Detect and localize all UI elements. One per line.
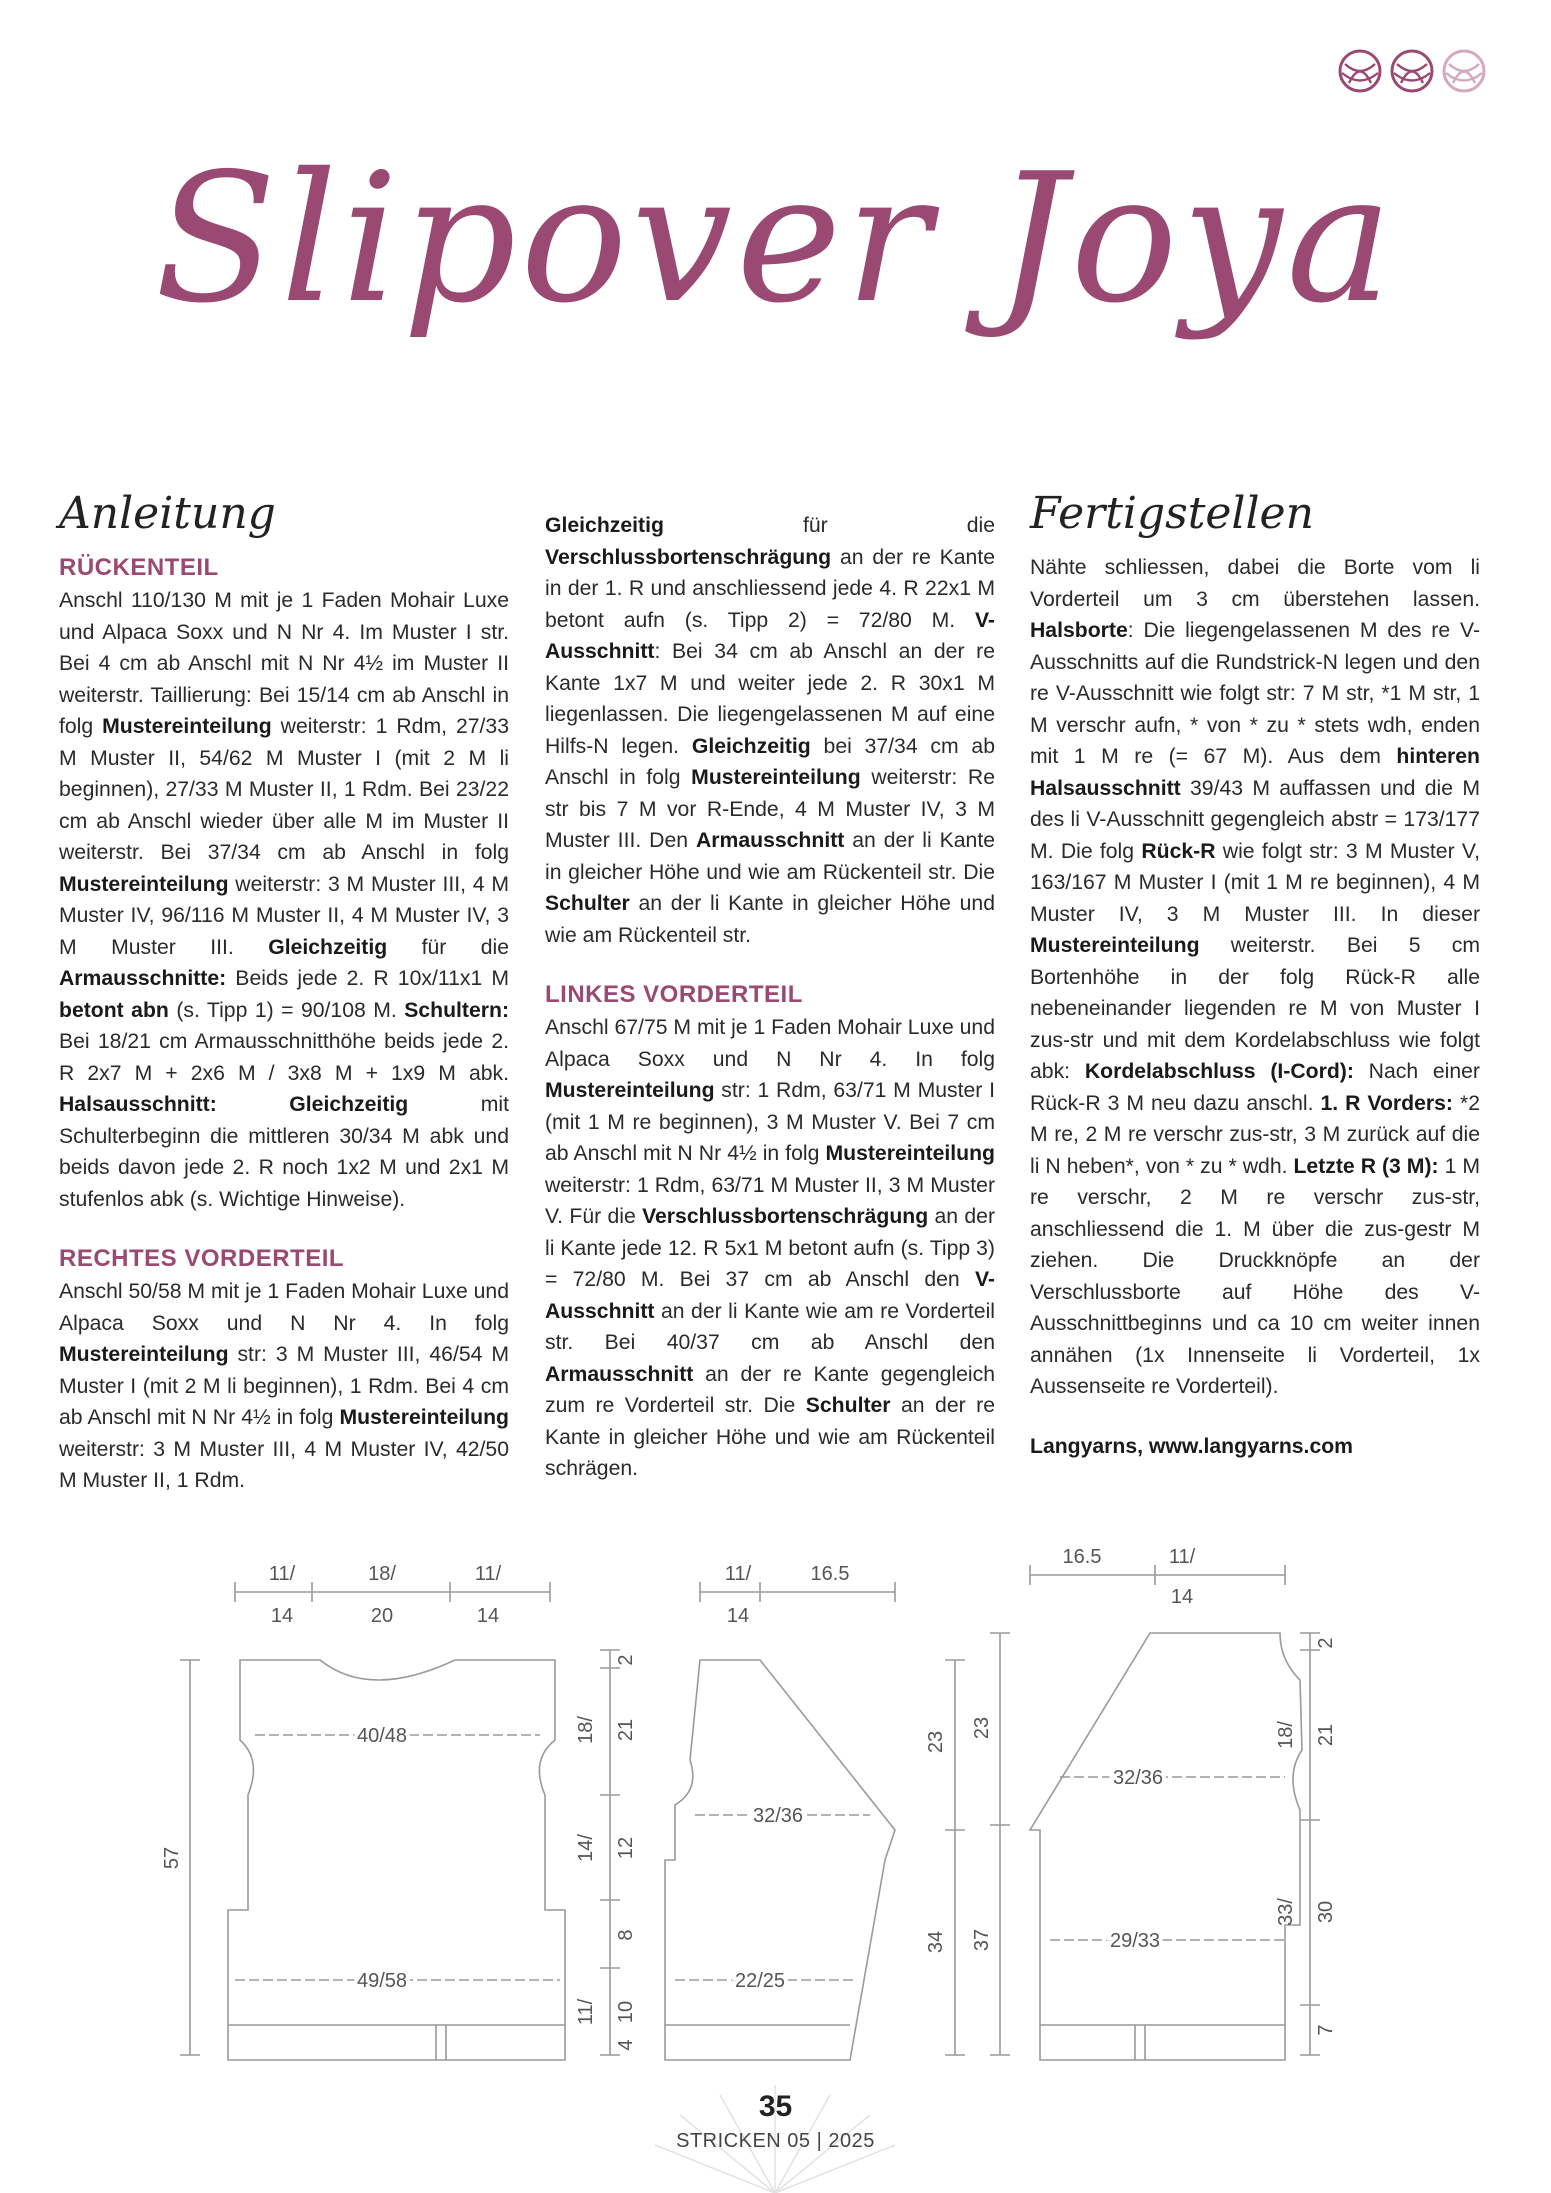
heading-anleitung: Anleitung <box>59 488 276 539</box>
fr-dim-h2: 34 <box>925 1930 947 1954</box>
paragraph-rechtes-vorderteil-cont: Gleichzeitig für die Verschlussbortenschrägung an der re Kante in der 1. R und anschliessend jede 4. R 22x1 M betont aufn (s. Tipp 2) = 72/80 M. V-Ausschnitt: Bei 34 cm ab Anschl an der re Kante 1x7 M und weiter jede 2. R 30x1 M liegenlassen. Die liegengelassenen M auf eine Hilfs-N legen. Gleichzeitig bei 37/34 cm ab Anschl in folg Mustereinteilung weiterstr: Re str bis 7 M vor R-Ende, 4 M Muster IV, 3 M Muster III. Den Armausschnitt an der li Kante in gleicher Höhe und wie am Rückenteil str. Die Schulter an der li Kante in gleicher Höhe und wie am Rückenteil str. <box>545 514 996 947</box>
mid-dim-d2: 10 <box>615 2000 637 2024</box>
page-title: Slipover Joya <box>154 135 1397 342</box>
fl-dim-r3a: 33/ <box>1275 1898 1297 1926</box>
fl-dim-lower: 29/33 <box>1109 1930 1161 1952</box>
magazine-issue: STRICKEN 05 | 2025 <box>676 2130 875 2152</box>
back-dim-top2a: 18/ <box>368 1563 396 1585</box>
fr-dim-lower: 22/25 <box>734 1970 786 1992</box>
paragraph-linkes-vorderteil: Anschl 67/75 M mit je 1 Faden Mohair Luxe und Alpaca Soxx und N Nr 4. In folg Mustereinteilung str: 1 Rdm, 63/71 M Muster I (mit 1 M re beginnen), 3 M Muster V. Bei 7 cm ab Anschl mit N Nr 4½ in folg Mustereinteilung weiterstr: 1 Rdm, 63/71 M Muster II, 3 M Muster V. Für die Verschlussbortenschrägung an der li Kante jede 12. R 5x1 M betont aufn (s. Tipp 3) = 72/80 M. Bei 37 cm ab Anschl den V-Ausschnitt an der li Kante wie am re Vorderteil str. Bei 40/37 cm ab Anschl den Armausschnitt an der re Kante gegengleich zum re Vorderteil str. Die Schulter an der re Kante in gleicher Höhe und wie am Rückenteil schrägen. <box>545 1016 995 1480</box>
mid-dim-a1: 18/ <box>575 1716 597 1744</box>
mid-dim-a2: 21 <box>615 1718 637 1742</box>
paragraph-fertigstellen: Nähte schliessen, dabei die Borte vom li Vorderteil um 3 cm überstehen lassen. Halsborte: Die liegengelassenen M des re V-Ausschnitts auf die Rundstrick-N legen und den re V-Ausschnitt wie folgt str: 7 M str, *1 M str, 1 M verschr aufn, * von * zu * stets wdh, enden mit 1 M re (= 67 M). Aus dem hinteren Halsausschnitt 39/43 M auffassen und die M des li V-Ausschnitt gegengleich abstr = 173/177 M. Die folg Rück-R wie folgt str: 3 M Muster V, 163/167 M Muster I (mit 1 M re beginnen), 4 M Muster IV, 3 M Muster III. In dieser Mustereinteilung weiterstr. Bei 5 cm Bortenhöhe in der folg Rück-R alle nebeneinander liegenden re M von Muster I zus-str und mit dem Kordelabschluss wie folgt abk: Kordelabschluss (I-Cord): Nach einer Rück-R 3 M neu dazu anschl. 1. R Vorders: *2 M re, 2 M re verschr zus-str, 3 M zurück auf die li N heben*, von * zu * wdh. Letzte R (3 M): 1 M re verschr, 2 M re verschr zus-str, anschliessend die 1. M über die zus-gestr M ziehen. Die Druckknöpfe an der Verschlussborte auf Höhe des V-Ausschnittbeginns und ca 10 cm weiter innen annähen (1x Innenseite li Vorderteil, 1x Aussenseite re Vorderteil). <box>1030 556 1480 1399</box>
mid-dim-e1: 4 <box>615 2039 637 2051</box>
mid-dim-b1: 14/ <box>575 1834 597 1862</box>
back-dim-upper: 40/48 <box>356 1725 408 1747</box>
mid-dim-top: 2 <box>615 1654 637 1666</box>
section-title-linkes-vorderteil: LINKES VORDERTEIL <box>545 981 803 1008</box>
credit-line: Langyarns, www.langyarns.com <box>1030 1434 1354 1458</box>
fr-dim-upper: 32/36 <box>752 1805 804 1827</box>
fl-dim-top2a: 11/ <box>1168 1546 1196 1568</box>
back-dim-top1b: 14 <box>270 1605 294 1627</box>
back-dim-top1a: 11/ <box>268 1563 296 1585</box>
front-left-outline <box>1030 1633 1302 2060</box>
heading-fertigstellen: Fertigstellen <box>1030 488 1314 539</box>
fl-dim-r2b: 21 <box>1315 1723 1337 1747</box>
front-right-outline <box>665 1660 895 2060</box>
section-title-rechtes-vorderteil: RECHTES VORDERTEIL <box>59 1245 345 1273</box>
page-number: 35 <box>758 2090 793 2123</box>
mid-dim-c1: 8 <box>615 1929 637 1941</box>
back-dim-top3a: 11/ <box>474 1563 502 1585</box>
fr-dim-top2: 16.5 <box>810 1563 850 1585</box>
section-title-rueckenteil: RÜCKENTEIL <box>59 554 219 582</box>
back-dim-lower: 49/58 <box>356 1970 408 1992</box>
fr-dim-top1a: 11/ <box>724 1563 752 1585</box>
fr-dim-h1: 23 <box>925 1730 947 1754</box>
paragraph-rechtes-vorderteil: Anschl 50/58 M mit je 1 Faden Mohair Luxe und Alpaca Soxx und N Nr 4. In folg Mustereinteilung str: 3 M Muster III, 46/54 M Muster I (mit 2 M li beginnen), 1 Rdm. Bei 4 cm ab Anschl mit N Nr 4½ in folg Mustereinteilung weiterstr: 3 M Muster III, 4 M Muster IV, 42/50 M Muster II, 1 Rdm. <box>59 1280 509 1493</box>
fl-dim-r4: 7 <box>1315 2024 1337 2036</box>
back-piece-outline <box>228 1660 565 2060</box>
mid-dim-d1: 11/ <box>575 1998 597 2026</box>
mid-dim-b2: 12 <box>615 1836 637 1860</box>
fl-dim-top2b: 14 <box>1170 1586 1194 1608</box>
paragraph-rueckenteil: Anschl 110/130 M mit je 1 Faden Mohair Luxe und Alpaca Soxx und N Nr 4. Im Muster I str. Bei 4 cm ab Anschl mit N Nr 4½ im Muster II weiterstr. Taillierung: Bei 15/14 cm ab Anschl in folg Mustereinteilung weiterstr: 1 Rdm, 27/33 M Muster II, 54/62 M Muster I (mit 2 M li beginnen), 27/33 M Muster II, 1 Rdm. Bei 23/22 cm ab Anschl wieder über alle M im Muster II weiterstr. Bei 37/34 cm ab Anschl in folg Mustereinteilung weiterstr: 3 M Muster III, 4 M Muster IV, 96/116 M Muster II, 4 M Muster IV, 3 M Muster III. Gleichzeitig für die Armausschnitte: Beids jede 2. R 10x/11x1 M betont abn (s. Tipp 1) = 90/108 M. Schultern: Bei 18/21 cm Armausschnitthöhe beids jede 2. R 2x7 M + 2x6 M / 3x8 M + 1x9 M abk. Halsausschnitt: Gleichzeitig mit Schulterbeginn die mittleren 30/34 M abk und beids davon jede 2. R noch 1x2 M und 2x1 M stufenlos abk (s. Wichtige Hinweise). <box>59 589 510 1211</box>
back-dim-height: 57 <box>161 1846 183 1870</box>
fl-dim-r2a: 18/ <box>1275 1721 1297 1749</box>
fl-dim-h2: 37 <box>971 1928 993 1952</box>
back-dim-top3b: 14 <box>476 1605 500 1627</box>
fl-dim-r3b: 30 <box>1315 1900 1337 1924</box>
fl-dim-h1: 23 <box>971 1716 993 1740</box>
back-dim-top2b: 20 <box>370 1605 394 1627</box>
fl-dim-top1: 16.5 <box>1062 1546 1102 1568</box>
fl-dim-upper: 32/36 <box>1112 1767 1164 1789</box>
fl-dim-r1: 2 <box>1315 1637 1337 1649</box>
fr-dim-top1b: 14 <box>726 1605 750 1627</box>
